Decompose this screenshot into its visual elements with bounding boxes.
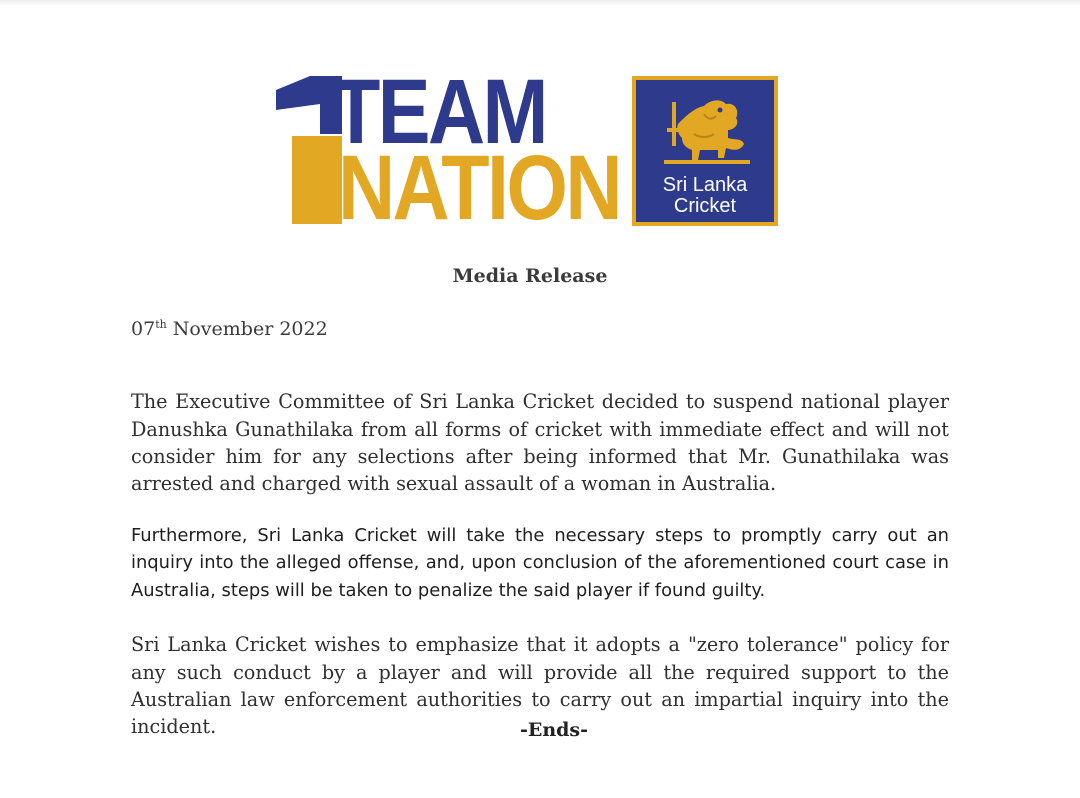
- one-team-one-nation-logo: [270, 61, 785, 239]
- badge-text-cricket: Cricket: [673, 195, 737, 217]
- page-title: Media Release: [452, 265, 608, 287]
- badge-text-sri-lanka: Sri Lanka: [662, 174, 748, 196]
- logo-word-nation: NATION: [338, 137, 620, 239]
- logo-word-team: TEAM: [332, 61, 546, 163]
- date-month-year: November 2022: [166, 318, 328, 340]
- date-ordinal-suffix: th: [155, 318, 167, 331]
- closing-mark: -Ends-: [519, 719, 589, 741]
- sri-lanka-cricket-badge: [632, 76, 778, 226]
- top-edge-shadow: [0, 0, 1080, 6]
- date-day: 07: [131, 318, 156, 340]
- paragraph-suspension: The Executive Committee of Sri Lanka Cricket decided to suspend national player Danushka Gunathilaka from all forms of cricket with immediate effect and will not consider him for any selections after being informed that Mr. Gunathilaka was arrested and charged with sexual assault of a woman in Australia.: [131, 390, 949, 496]
- paragraph-inquiry: Furthermore, Sri Lanka Cricket will take the necessary steps to promptly carry out an inquiry into the alleged offense, and, upon conclusion of the aforementioned court case in Australia, steps will be taken to penalize the said player if found guilty.: [131, 524, 949, 601]
- paragraph-zero-tolerance: Sri Lanka Cricket wishes to emphasize that it adopts a "zero tolerance" policy for any such conduct by a player and will provide all the required support to the Australian law enforcement authorities to carry out an impartial inquiry into the incident.: [131, 633, 949, 739]
- release-date: [131, 318, 328, 340]
- lion-emblem-icon: [664, 94, 750, 166]
